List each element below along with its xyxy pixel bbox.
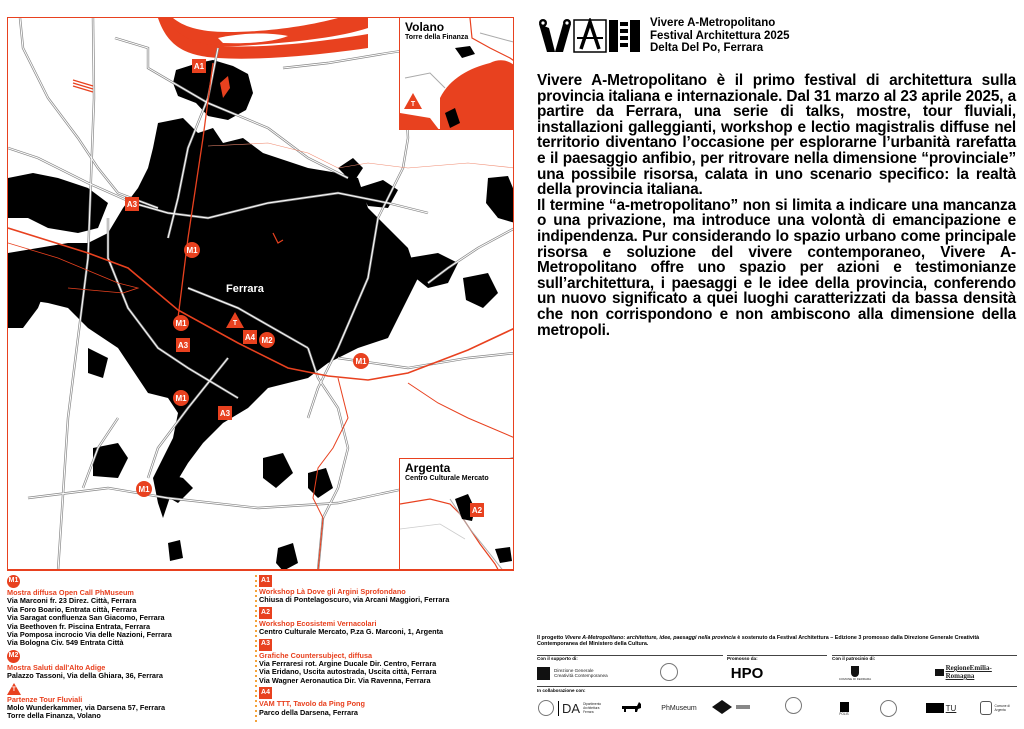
legend-column-rule [255, 575, 257, 725]
square-marker-icon: A3 [259, 639, 272, 651]
logo-phmuseum: PhMuseum [661, 704, 697, 712]
triangle-marker-icon: T [7, 683, 21, 695]
marker-t-center[interactable]: T [226, 312, 244, 328]
legend-line: Via Saragat confluenza San Giacomo, Ferrara [7, 613, 165, 623]
dgcc-icon [537, 667, 550, 680]
legend-line: Chiusa di Pontelagoscuro, via Arcani Maggiori, Ferrara [259, 595, 450, 605]
collab-label: In collaborazione con: [537, 688, 586, 693]
circle-marker-icon: M1 [7, 575, 20, 588]
legend-title: Workshop Ecosistemi Vernacolari [259, 618, 377, 628]
inset-argenta-subtitle: Centro Culturale Mercato [405, 475, 489, 482]
legend-line: Via Pomposa incrocio Via delle Nazioni, Ferrara [7, 630, 172, 640]
urban-ferrara [8, 118, 418, 518]
legend-line: Molo Wunderkammer, via Darsena 57, Ferrara [7, 703, 166, 713]
legend-line: Via Wagner Aeronautica Dir. Via Ravenna, Ferrara [259, 675, 431, 685]
logo-regione: RegioneEmilia-Romagna [935, 666, 1017, 678]
logo-tu: TU [923, 701, 959, 715]
legend-right [259, 575, 514, 719]
inset-volano [399, 17, 514, 130]
intro-paragraph: Vivere A-Metropolitano è il primo festival di architettura sulla provincia italiana e internazionale. Dal 31 marzo al 23 aprile 2025, a partire da Ferrara, una serie di talks, mostre, tour fluviali, installazioni galleggianti, workshop e lectio magistralis diffuse nel territorio diventano l’occasione per esplorarne l’urbanità rarefatta e il paesaggio anfibio, per ritrovare nella dimensione “provinciale” una possibile risorsa, calata in uno scenario specifico: la realtà della provincia italiana. [537, 72, 1016, 199]
project-title: Vivere A-Metropolitano: architetture, idee, paesaggi nella provincia [564, 635, 736, 641]
inset-argenta-title: Argenta [405, 461, 451, 475]
legend-item-a2 [259, 607, 514, 637]
legend-title: Workshop Là Dove gli Argini Sprofondano [259, 587, 406, 596]
header-line-festival: Festival Architettura 2025 [650, 29, 790, 42]
intro-paragraph: Il termine “a-metropolitano” non si limita a indicare una mancanza o una privazione, ma introduce una volontà di emancipazione e indipendenza. Pur considerando lo spazio urbano come principale risorsa e soluzione del vivere contemporaneo, Vivere A-Metropolitano offre uno spazio per azioni e testimonianze sull’architettura, i paesaggi e le idee della provincia, conferendo un nuovo significato a quei luoghi caratterizzati da bassa densità che non corrispondono e non ambiscono alla dimensione della metropoli. [537, 196, 1016, 339]
credits-statement: Il progetto Vivere A-Metropolitano: architetture, idee, paesaggi nella provincia è sostenuto da Festival Architettura – Edizione 3 promosso dalla Direzione Generale Creatività Contemporanea del Ministero della Cultura. [537, 635, 980, 648]
header-line-title: Vivere A-Metropolitano [650, 17, 776, 29]
logo-unife-seal [538, 700, 554, 716]
inset-volano-subtitle: Torre della Finanza [405, 34, 469, 41]
tu-pixels-icon [926, 703, 944, 713]
festival-map [7, 17, 514, 570]
legend-item-m1 [7, 575, 252, 648]
logo-comune-ferrara: COMUNE DI FERRARA [835, 662, 875, 684]
dog-icon [620, 700, 642, 714]
urban-west [8, 173, 108, 233]
city-label-ferrara: Ferrara [226, 283, 264, 295]
support-label: Con il supporto di: [537, 656, 578, 661]
marker-m2[interactable]: M2 [259, 332, 275, 348]
square-marker-icon: A4 [259, 687, 272, 699]
legend-line: Via Ferraresi rot. Argine Ducale Dir. Centro, Ferrara [259, 659, 437, 669]
legend-title: VAM TTT, Tavolo da Ping Pong [259, 699, 365, 709]
legend-item-a4 [259, 687, 514, 717]
logo-da: DA Dipartimento Architettura Ferrara [558, 698, 608, 718]
logo-polis: POLIS [836, 700, 852, 718]
logo-seal [660, 663, 678, 681]
legend-title: Grafiche Countersubject, diffusa [259, 650, 373, 660]
legend-line: Centro Culturale Mercato, P.za G. Marconi, 1, Argenta [259, 627, 444, 637]
promoted-label: Promosso da: [727, 656, 758, 661]
marker-m1-east[interactable]: M1 [353, 353, 369, 369]
legend-divider [7, 570, 514, 571]
marker-m1-south[interactable]: M1 [173, 390, 189, 406]
intro-text [537, 73, 1016, 338]
marker-m1-west[interactable]: M1 [173, 315, 189, 331]
logo-circle-emblem [785, 697, 802, 714]
marker-a3-north[interactable]: A3 [125, 197, 139, 211]
legend-title: Mostra Saluti dall'Alto Adige [7, 662, 106, 672]
marker-a2[interactable]: A2 [470, 503, 484, 517]
logo-diamond [712, 700, 752, 714]
legend-item-a1 [259, 575, 514, 605]
marker-a1[interactable]: A1 [192, 59, 206, 73]
legend-line: Parco della Darsena, Ferrara [259, 707, 358, 717]
vam-logo [537, 18, 642, 54]
header-line-location: Delta Del Po, Ferrara [650, 42, 764, 54]
inset-volano-title: Volano [405, 20, 445, 34]
logo-dgcc: Direzione Generale Creatività Contemporanea [537, 665, 627, 681]
argenta-crest-icon [980, 701, 992, 715]
legend-title: Mostra diffusa Open Call PhMuseum [7, 588, 134, 597]
legend-line: Via Bologna Civ. 549 Entrata Città [7, 638, 124, 648]
marker-m1-north[interactable]: M1 [184, 242, 200, 258]
logo-dachshund [620, 700, 642, 714]
festival-header [650, 17, 790, 55]
legend-line: Via Marconi fr. 23 Direz. Città, Ferrara [7, 596, 137, 606]
square-marker-icon: A1 [259, 575, 272, 587]
marker-a3-south[interactable]: A3 [218, 406, 232, 420]
logo-seal-2 [880, 700, 897, 717]
credits-rule [537, 686, 1017, 687]
marker-m1-far-south[interactable]: M1 [136, 481, 152, 497]
inset-argenta [399, 458, 514, 570]
vam-logo-mark [537, 18, 642, 54]
legend-title: Partenze Tour Fluviali [7, 694, 83, 704]
legend-line: Via Beethoven fr. Piscina Entrata, Ferrara [7, 621, 151, 631]
regione-flag-icon [935, 669, 944, 676]
legend-item-t [7, 683, 252, 721]
legend-line: Palazzo Tassoni, Via della Ghiara, 36, Ferrara [7, 671, 163, 681]
marker-a3-west[interactable]: A3 [176, 338, 190, 352]
lock-marks [73, 80, 93, 92]
circle-marker-icon: M2 [7, 650, 20, 663]
legend-item-m2 [7, 650, 252, 681]
ferrara-crest-icon [851, 666, 859, 677]
diamond-icon [712, 700, 752, 714]
legend-line: Via Foro Boario, Entrata città, Ferrara [7, 604, 137, 614]
logo-hpo: HPO [730, 664, 764, 682]
polis-icon [840, 702, 849, 712]
marker-a4[interactable]: A4 [243, 330, 257, 344]
logo-argenta: Comune di Argenta [975, 698, 1017, 718]
legend-line: Torre della Finanza, Volano [7, 711, 101, 721]
patronage-label: Con il patrocinio di: [832, 656, 876, 661]
legend-left [7, 575, 252, 723]
marker-t-volano[interactable]: T [404, 93, 422, 109]
legend-line: Via Eridano, Uscita autostrada, Uscita città, Ferrara [259, 667, 437, 677]
square-marker-icon: A2 [259, 607, 272, 619]
legend-item-a3 [259, 639, 514, 686]
